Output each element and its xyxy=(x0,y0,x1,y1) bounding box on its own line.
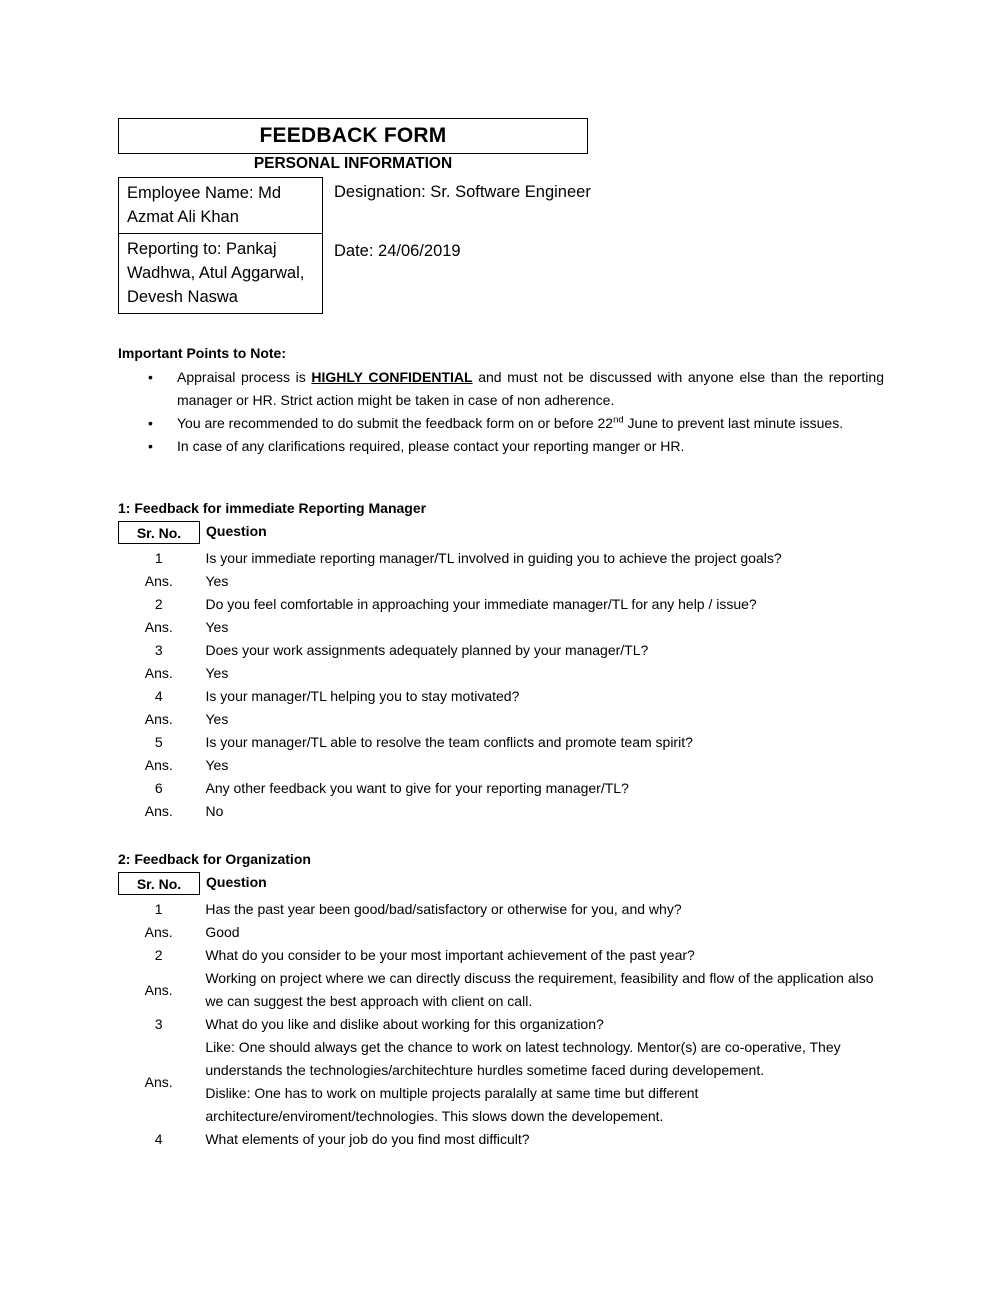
answer-text: Yes xyxy=(205,711,229,727)
question-text: Is your immediate reporting manager/TL involved in guiding you to achieve the project goals? xyxy=(205,550,782,566)
important-point-text: Appraisal process is HIGHLY CONFIDENTIAL and must not be discussed with anyone else than the reporting manager or HR. Strict action might be taken in case of non adherence. xyxy=(177,369,884,408)
question-number: 2 xyxy=(154,947,163,963)
answer-text: Yes xyxy=(205,757,229,773)
date-value: Date: 24/06/2019 xyxy=(334,242,461,260)
personal-information-heading: PERSONAL INFORMATION xyxy=(253,155,453,172)
bullet-icon: • xyxy=(148,438,153,454)
answer-text: Working on project where we can directly discuss the requirement, feasibility and flow of the application also we can suggest the best approach with client on call. xyxy=(205,970,874,1009)
table-row xyxy=(118,639,884,662)
table-row xyxy=(118,685,884,708)
question-column-header: Question xyxy=(206,874,267,890)
important-point-text: You are recommended to do submit the feedback form on or before 22nd June to prevent last minute issues. xyxy=(177,414,844,431)
answer-label: Ans. xyxy=(144,924,173,940)
answer-label: Ans. xyxy=(144,803,173,819)
page-title: FEEDBACK FORM xyxy=(259,124,447,147)
question-number: 2 xyxy=(154,596,163,612)
answer-text: Yes xyxy=(205,665,229,681)
personal-information-table xyxy=(118,177,323,314)
question-text: Is your manager/TL helping you to stay motivated? xyxy=(205,688,520,704)
question-number: 3 xyxy=(154,1016,163,1032)
question-column-header: Question xyxy=(206,523,267,539)
table-row xyxy=(118,731,884,754)
table-row xyxy=(118,570,884,593)
table-row xyxy=(118,616,884,639)
bullet-icon: • xyxy=(148,415,153,431)
form-title-box xyxy=(118,118,588,154)
table-row xyxy=(118,1128,884,1151)
answer-text: Like: One should always get the chance to work on latest technology. Mentor(s) are co-operative, They understands the technologies/architechture hurdles sometime faced during developement. Dislike: One has to work on multiple projects paralally at same time but different architecture/enviroment/technologies. This slows down the developement. xyxy=(205,1039,841,1124)
answer-label: Ans. xyxy=(144,573,173,589)
question-text: Any other feedback you want to give for your reporting manager/TL? xyxy=(205,780,629,796)
important-points-heading: Important Points to Note: xyxy=(118,345,286,361)
section-heading-2: 2: Feedback for Organization xyxy=(118,851,311,867)
answer-text: Yes xyxy=(205,573,229,589)
question-number: 4 xyxy=(154,1131,163,1147)
question-text: What do you like and dislike about working for this organization? xyxy=(205,1016,604,1032)
question-number: 4 xyxy=(154,688,163,704)
table-row xyxy=(118,662,884,685)
question-text: Has the past year been good/bad/satisfactory or otherwise for you, and why? xyxy=(205,901,682,917)
table-row xyxy=(118,898,884,921)
answer-text: Yes xyxy=(205,619,229,635)
table-row xyxy=(118,800,884,823)
designation-value: Designation: Sr. Software Engineer xyxy=(334,183,591,201)
question-number: 6 xyxy=(154,780,163,796)
answer-label: Ans. xyxy=(144,711,173,727)
section-heading-1: 1: Feedback for immediate Reporting Manager xyxy=(118,500,427,516)
table-row xyxy=(118,967,884,1013)
answer-label: Ans. xyxy=(144,757,173,773)
table-row xyxy=(118,708,884,731)
answer-text: No xyxy=(205,803,224,819)
important-point-item xyxy=(118,366,884,412)
employee-name-cell: Employee Name: Md Azmat Ali Khan xyxy=(119,178,323,234)
table-row xyxy=(118,754,884,777)
question-number: 3 xyxy=(154,642,163,658)
answer-label: Ans. xyxy=(144,981,173,998)
important-point-item xyxy=(118,412,884,435)
answer-label: Ans. xyxy=(144,665,173,681)
confidential-emphasis: HIGHLY CONFIDENTIAL xyxy=(311,369,473,385)
table-row xyxy=(118,1013,884,1036)
question-number: 1 xyxy=(154,901,163,917)
feedback-table-1 xyxy=(118,547,884,823)
bullet-icon: • xyxy=(148,369,153,385)
question-number: 1 xyxy=(154,550,163,566)
important-point-text: In case of any clarifications required, please contact your reporting manger or HR. xyxy=(177,438,685,454)
ordinal-superscript: nd xyxy=(613,414,624,426)
sr-no-column-header: Sr. No. xyxy=(118,521,200,544)
table-row xyxy=(118,777,884,800)
important-point-item xyxy=(118,435,884,458)
important-points-list xyxy=(118,366,884,458)
answer-text: Good xyxy=(205,924,240,940)
table-row xyxy=(118,1036,884,1128)
question-text: Does your work assignments adequately planned by your manager/TL? xyxy=(205,642,649,658)
table-row xyxy=(119,178,323,234)
feedback-table-2 xyxy=(118,898,884,1151)
table-row xyxy=(118,944,884,967)
table-row xyxy=(119,234,323,314)
sr-no-column-header: Sr. No. xyxy=(118,872,200,895)
table-row xyxy=(118,921,884,944)
question-text: Is your manager/TL able to resolve the team conflicts and promote team spirit? xyxy=(205,734,693,750)
question-text: Do you feel comfortable in approaching your immediate manager/TL for any help / issue? xyxy=(205,596,757,612)
question-number: 5 xyxy=(154,734,163,750)
table-row xyxy=(118,547,884,570)
question-text: What do you consider to be your most important achievement of the past year? xyxy=(205,947,695,963)
answer-label: Ans. xyxy=(144,619,173,635)
question-text: What elements of your job do you find most difficult? xyxy=(205,1131,530,1147)
answer-label: Ans. xyxy=(144,1073,173,1090)
reporting-to-cell: Reporting to: Pankaj Wadhwa, Atul Aggarwal, Devesh Naswa xyxy=(119,234,323,314)
table-row xyxy=(118,593,884,616)
personal-information-right-column xyxy=(334,177,594,263)
